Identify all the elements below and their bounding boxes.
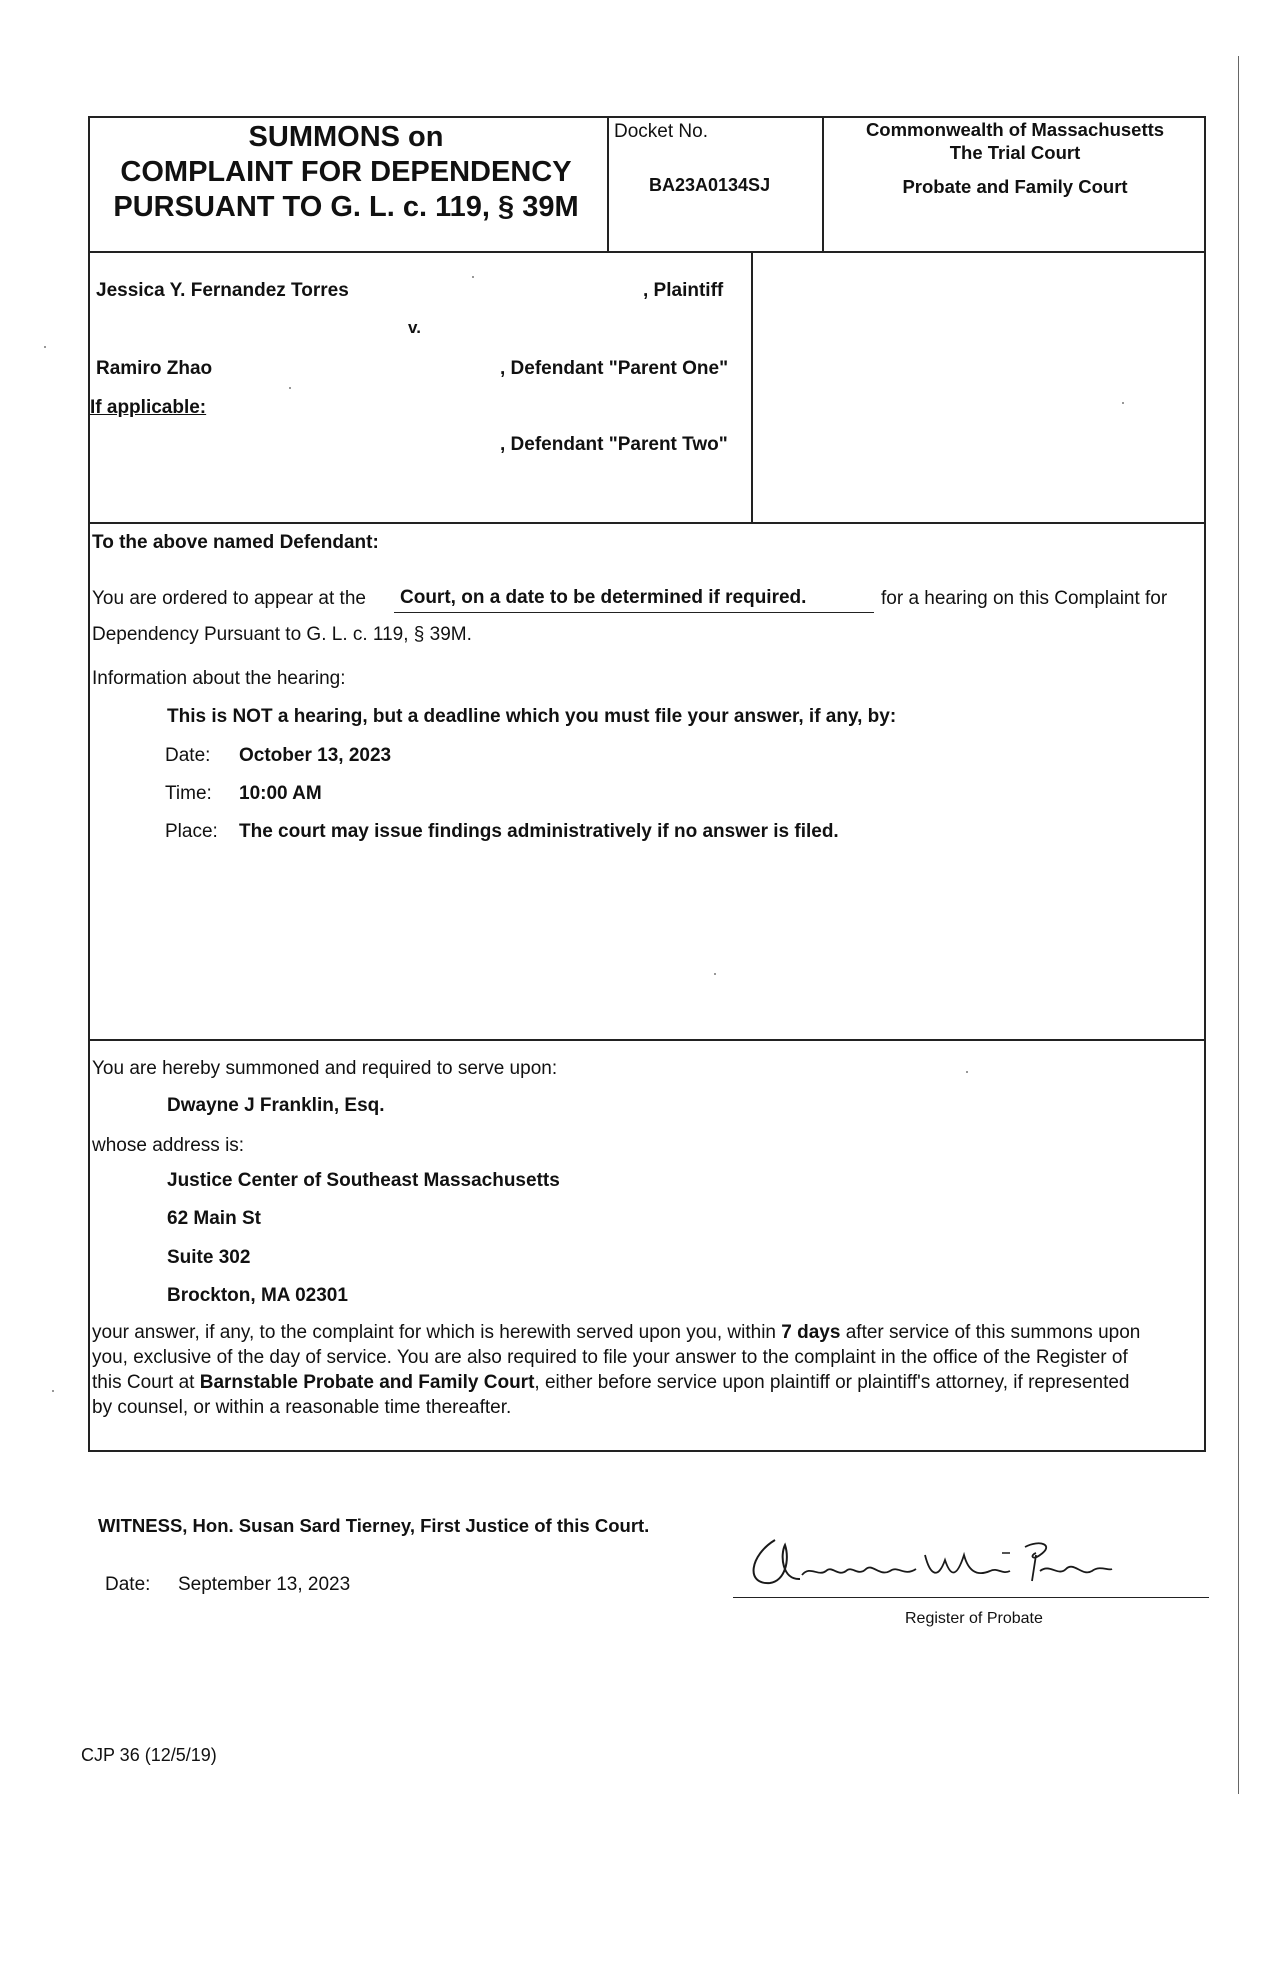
answer-line-3-start: this Court at <box>92 1372 195 1393</box>
form-title-line-2: COMPLAINT FOR DEPENDENCY <box>120 156 572 188</box>
scan-speck <box>714 973 716 975</box>
answer-line-3-end: , either before service upon plaintiff or plaintiff's attorney, if represented <box>534 1372 1130 1393</box>
form-title-line-1: SUMMONS on <box>248 121 444 153</box>
court-line-commonwealth: Commonwealth of Massachusetts <box>865 119 1165 140</box>
address-line-2: 62 Main St <box>167 1208 261 1229</box>
hearing-time-value: 10:00 AM <box>239 783 322 804</box>
form-title-line-3: PURSUANT TO G. L. c. 119, § 39M <box>113 191 579 223</box>
form-border-bottom <box>88 1450 1206 1452</box>
scan-speck <box>52 1390 54 1392</box>
header-divider-2 <box>822 116 824 252</box>
hearing-date-label: Date: <box>165 745 211 766</box>
appear-prefix: You are ordered to appear at the <box>92 588 366 609</box>
scan-speck <box>1122 402 1124 404</box>
appear-line-2: Dependency Pursuant to G. L. c. 119, § 39M. <box>92 624 472 645</box>
hearing-place-label: Place: <box>165 821 218 842</box>
answer-court-name: Barnstable Probate and Family Court <box>199 1372 535 1393</box>
answer-paragraph-line-1 <box>92 1322 1140 1345</box>
answer-line-1-text: your answer, if any, to the complaint for which is herewith served upon you, within <box>92 1322 776 1343</box>
summoned-text: You are hereby summoned and required to serve upon: <box>92 1058 558 1079</box>
register-of-probate-label: Register of Probate <box>905 1610 1043 1627</box>
plaintiff-role: , Plaintiff <box>643 280 724 301</box>
if-applicable-label: If applicable: <box>90 397 207 418</box>
address-line-3: Suite 302 <box>167 1247 251 1268</box>
hearing-time-label: Time: <box>165 783 212 804</box>
form-border-left <box>88 116 90 1452</box>
appear-location-underline <box>394 612 874 613</box>
header-bottom-rule <box>88 251 1206 253</box>
hearing-info-label: Information about the hearing: <box>92 668 346 689</box>
signature-line <box>733 1597 1209 1598</box>
appear-location: Court, on a date to be determined if required. <box>400 587 807 608</box>
witness-date-label: Date: <box>105 1574 151 1595</box>
deadline-notice: This is NOT a hearing, but a deadline which you must file your answer, if any, by: <box>167 706 897 727</box>
scan-speck <box>44 346 46 348</box>
address-label: whose address is: <box>92 1135 245 1156</box>
defendant-one-role: , Defendant "Parent One" <box>500 358 729 379</box>
party-bottom-rule <box>88 522 1206 524</box>
attorney-name: Dwayne J Franklin, Esq. <box>167 1095 385 1116</box>
form-title <box>96 120 596 225</box>
scan-speck <box>472 276 474 278</box>
form-border-right <box>1204 116 1206 1452</box>
answer-line-1-end: after service of this summons upon <box>845 1322 1141 1343</box>
hearing-place-value: The court may issue findings administratively if no answer is filed. <box>239 821 839 842</box>
hearing-bottom-rule <box>88 1039 1206 1041</box>
header-divider-1 <box>607 116 609 252</box>
court-line-probate: Probate and Family Court <box>902 176 1128 197</box>
register-signature <box>740 1525 1120 1593</box>
answer-paragraph-line-3 <box>92 1372 1129 1395</box>
defendant-one-name: Ramiro Zhao <box>96 358 213 379</box>
versus-label: v. <box>408 318 421 337</box>
scan-speck <box>966 1071 968 1073</box>
answer-days: 7 days <box>781 1322 841 1343</box>
plaintiff-name: Jessica Y. Fernandez Torres <box>96 280 349 301</box>
scan-edge-line <box>1238 56 1239 1794</box>
witness-date-value: September 13, 2023 <box>178 1574 351 1595</box>
answer-paragraph-line-4: by counsel, or within a reasonable time thereafter. <box>92 1397 512 1418</box>
hearing-date-value: October 13, 2023 <box>239 745 392 766</box>
party-divider <box>751 252 753 523</box>
court-line-trial-court: The Trial Court <box>949 142 1081 163</box>
answer-paragraph-line-2: you, exclusive of the day of service. You are also required to file your answer to the complaint in the office of the Register of <box>92 1347 1128 1368</box>
address-line-4: Brockton, MA 02301 <box>167 1285 348 1306</box>
docket-label: Docket No. <box>614 121 708 142</box>
form-code: CJP 36 (12/5/19) <box>81 1745 217 1765</box>
address-line-1: Justice Center of Southeast Massachusetts <box>167 1170 560 1191</box>
signature-text: Anastasia Welsh Perrino <box>740 1591 751 1592</box>
witness-statement: WITNESS, Hon. Susan Sard Tierney, First Justice of this Court. <box>98 1515 650 1536</box>
appear-suffix: for a hearing on this Complaint for <box>881 588 1168 609</box>
defendant-two-role: , Defendant "Parent Two" <box>500 434 728 455</box>
court-heading <box>826 118 1204 198</box>
scan-speck <box>289 387 291 389</box>
to-defendant-heading: To the above named Defendant: <box>92 532 379 553</box>
docket-number: BA23A0134SJ <box>649 175 771 195</box>
